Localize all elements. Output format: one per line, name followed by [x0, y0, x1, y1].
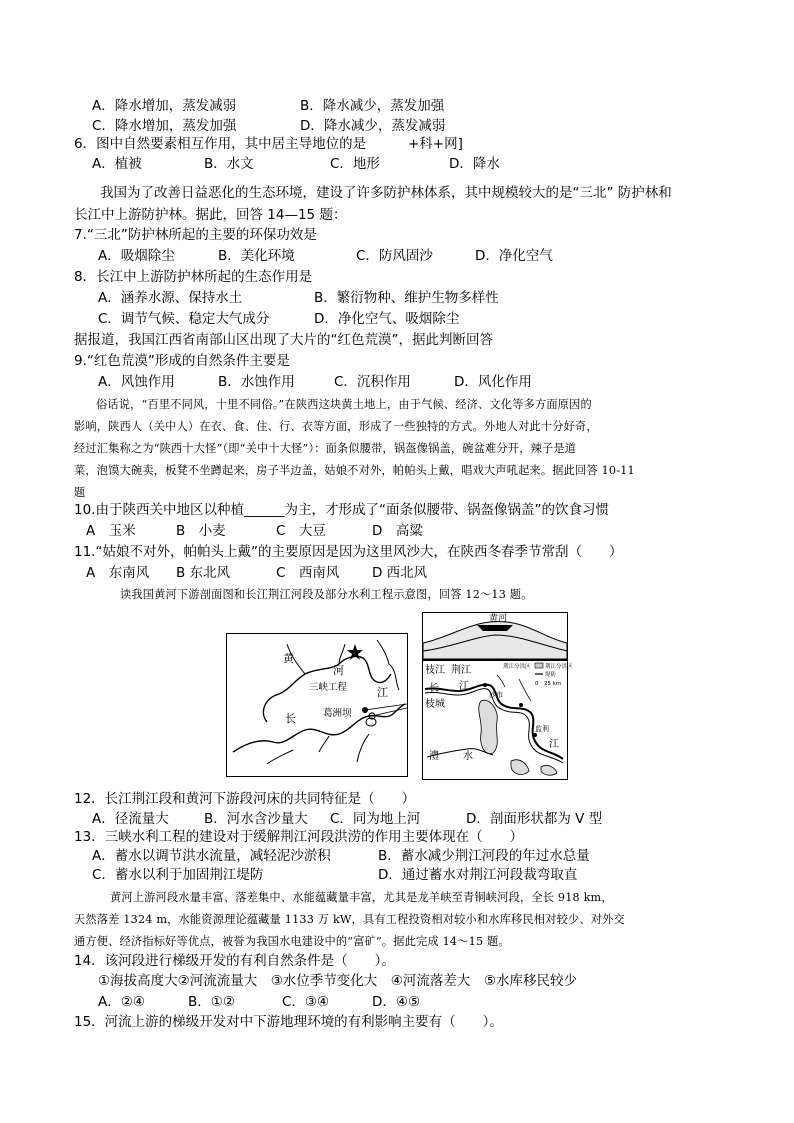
q7-option-b: B．美化环境: [218, 248, 295, 264]
map-label-three-gorges: 三峡工程: [309, 682, 348, 693]
intro-14-15-line2: 长江中上游防护林。据此，回答 14—15 题：: [74, 207, 347, 223]
q14-option-a: A．②④: [98, 994, 145, 1010]
q11-option-c: C 西南风: [276, 565, 340, 581]
q12-option-c: C．同为地上河: [330, 811, 421, 827]
intro-9: 据报道，我国江西省南部山区出现了大片的“红色荒漠”，据此判断回答: [74, 332, 493, 348]
q8-option-d: D．净化空气、吸烟除尘: [314, 311, 460, 327]
q5-option-d: D．降水减少，蒸发减弱: [300, 118, 446, 134]
q14-option-b: B．①②: [188, 994, 235, 1010]
map-label-shashi: 沙市: [489, 691, 503, 699]
q6-option-c: C．地形: [330, 156, 380, 172]
q6-watermark: +科+网]: [408, 136, 463, 152]
map-label-li: 澧: [429, 751, 439, 762]
q8-option-b: B．繁衍物种、维护生物多样性: [314, 290, 499, 306]
q9-option-d: D．风化作用: [454, 374, 532, 390]
map-label-jiang-right: 江: [459, 681, 469, 692]
legend-scale: 0 25 km: [535, 681, 562, 687]
q12-stem: 12．长江荆江段和黄河下游段河床的共同特征是（ ）: [74, 791, 416, 807]
map-label-chang-right: 长: [429, 683, 439, 694]
q14-stem: 14．该河段进行梯级开发的有利自然条件是（ ）。: [74, 953, 395, 969]
q8-option-a: A．涵养水源、保持水土: [98, 290, 243, 306]
q14-option-d: D．④⑤: [372, 994, 421, 1010]
intro-14-15-line1: 我国为了改善日益恶化的生态环境，建设了许多防护林体系，其中规模较大的是“三北” 防护林和: [100, 185, 672, 201]
passage-10-11-line5: 题: [74, 486, 86, 499]
passage-14-15-line3: 通方便、经济指标好等优点，被誉为我国水电建设中的“富矿”。据此完成 14～15 题。: [74, 935, 510, 948]
legend-flood-zone: 荆江分洪区: [503, 664, 531, 670]
q13-option-b: B．蓄水减少荆江河段的年过水总量: [378, 848, 590, 864]
q6-option-b: B．水文: [204, 156, 254, 172]
q6-stem: 6．图中自然要素相互作用，其中居主导地位的是: [74, 136, 367, 152]
map-label-zhicheng: 枝城: [425, 699, 445, 710]
q8-stem: 8．长江中上游防护林所起的生态作用是: [74, 269, 313, 285]
q7-option-d: D．净化空气: [475, 248, 553, 264]
jingjiang-map-drawing: [423, 661, 573, 779]
china-rivers-map: [226, 633, 408, 777]
q15-stem: 15．河流上游的梯级开发对中下游地理环境的有利影响主要有（ ）。: [74, 1014, 503, 1030]
q11-stem: 11.“姑娘不对外，帕帕头上戴”的主要原因是因为这里风沙大，在陕西冬春季节常刮（ ）: [74, 544, 623, 560]
map-label-chang: 长: [285, 712, 296, 725]
map-label-he: 河: [333, 664, 344, 677]
q7-option-c: C．防风固沙: [356, 248, 433, 264]
q5-option-b: B．降水减少，蒸发加强: [300, 98, 445, 114]
passage-10-11-line4: 菜，泡馍大碗卖，板凳不坐蹲起来，房子半边盖，姑娘不对外，帕帕头上戴，唱戏大声吼起来。据此回答 10-11: [74, 464, 635, 477]
q11-option-d: D 西北风: [372, 565, 428, 581]
q12-option-b: B．河水含沙量大: [204, 811, 308, 827]
q6-option-d: D．降水: [449, 156, 500, 172]
map-label-jingjiang: 荆江: [451, 665, 471, 676]
legend-dike: 堤防: [545, 672, 557, 678]
passage-10-11-line3: 经过汇集称之为“陕西十大怪”（即“关中十大怪”）：面条似腰带，锅盔像锅盖，碗盆难分开，辣子是道: [74, 442, 577, 455]
map-label-huang: 黄: [283, 652, 294, 665]
q11-option-b: B 东北风: [176, 565, 231, 581]
q7-stem: 7.“三北”防护林所起的主要的环保功效是: [74, 227, 317, 243]
q14-option-c: C．③④: [282, 994, 330, 1010]
yellow-river-profile: [422, 612, 568, 660]
passage-14-15-line2: 天然落差 1324 m，水能资源理论蕴藏量 1133 万 kW，具有工程投资相对较小和水库移民相对较少、对外交: [74, 913, 625, 926]
q10-option-b: B 小麦: [176, 523, 226, 539]
q10-option-d: D 高粱: [372, 523, 423, 539]
q13-option-d: D．通过蓄水对荆江河段裁弯取直: [378, 867, 578, 883]
q9-option-a: A．风蚀作用: [98, 374, 175, 390]
profile-label-huanghe: 黄河: [489, 614, 508, 624]
q9-stem: 9.“红色荒漠”形成的自然条件主要是: [74, 353, 290, 369]
jingjiang-map: [422, 660, 573, 780]
q10-stem: 10.由于陕西关中地区以种植______为主，才形成了“面条似腰带、锅盔像锅盖”的饮食习惯: [74, 502, 609, 518]
q13-option-a: A．蓄水以调节洪水流量，减轻泥沙淤积: [92, 848, 331, 864]
q10-option-c: C 大豆: [276, 523, 326, 539]
intro-12-13: 读我国黄河下游剖面图和长江荆江河段及部分水利工程示意图，回答 12～13 题。: [120, 588, 533, 601]
map-label-jiang: 江: [377, 686, 388, 699]
q5-option-c: C．降水增加，蒸发加强: [92, 118, 237, 134]
yellow-river-profile-drawing: [423, 613, 567, 659]
q9-option-b: B．水蚀作用: [218, 374, 295, 390]
passage-10-11-line1: 俗话说，“百里不同风，十里不同俗。”在陕西这块黄土地上，由于气候、经济、文化等多方面原因的: [96, 398, 592, 411]
q12-option-d: D．剖面形状都为 V 型: [466, 811, 603, 827]
map-label-jianli: 监利: [535, 725, 549, 733]
map-label-shui: 水: [463, 751, 473, 762]
china-rivers-map-drawing: [227, 634, 407, 776]
q5-option-a: A．降水增加，蒸发减弱: [92, 98, 237, 114]
passage-10-11-line2: 影响，陕西人（关中人）在衣、食、住、行、衣等方面，形成了一些独特的方式。外地人对此十分好奇，: [74, 420, 598, 433]
map-label-zhijiang: 枝江: [425, 665, 445, 676]
q10-option-a: A 玉米: [86, 523, 136, 539]
q11-option-a: A 东南风: [86, 565, 150, 581]
q6-option-a: A．植被: [92, 156, 142, 172]
passage-14-15-line1: 黄河上游河段水量丰富、落差集中、水能蕴藏量丰富，尤其是龙羊峡至青铜峡河段，全长 918 km，: [110, 891, 613, 904]
q9-option-c: C．沉积作用: [334, 374, 411, 390]
q12-option-a: A．径流量大: [92, 811, 169, 827]
q7-option-a: A．吸烟除尘: [98, 248, 175, 264]
q13-stem: 13．三峡水利工程的建设对于缓解荆江河段洪涝的作用主要体现在（ ）: [74, 829, 524, 845]
map-label-gezhouba: 葛洲坝: [323, 708, 352, 719]
q14-choices: ①海拔高度大②河流流量大 ③水位季节变化大 ④河流落差大 ⑤水库移民较少: [98, 973, 578, 989]
map-label-jiang2: 江: [549, 739, 559, 750]
legend-flood-zone-label: 荆江分洪区: [545, 664, 573, 670]
q13-option-c: C．蓄水以利于加固荆江堤防: [92, 867, 264, 883]
q8-option-c: C．调节气候、稳定大气成分: [98, 311, 270, 327]
